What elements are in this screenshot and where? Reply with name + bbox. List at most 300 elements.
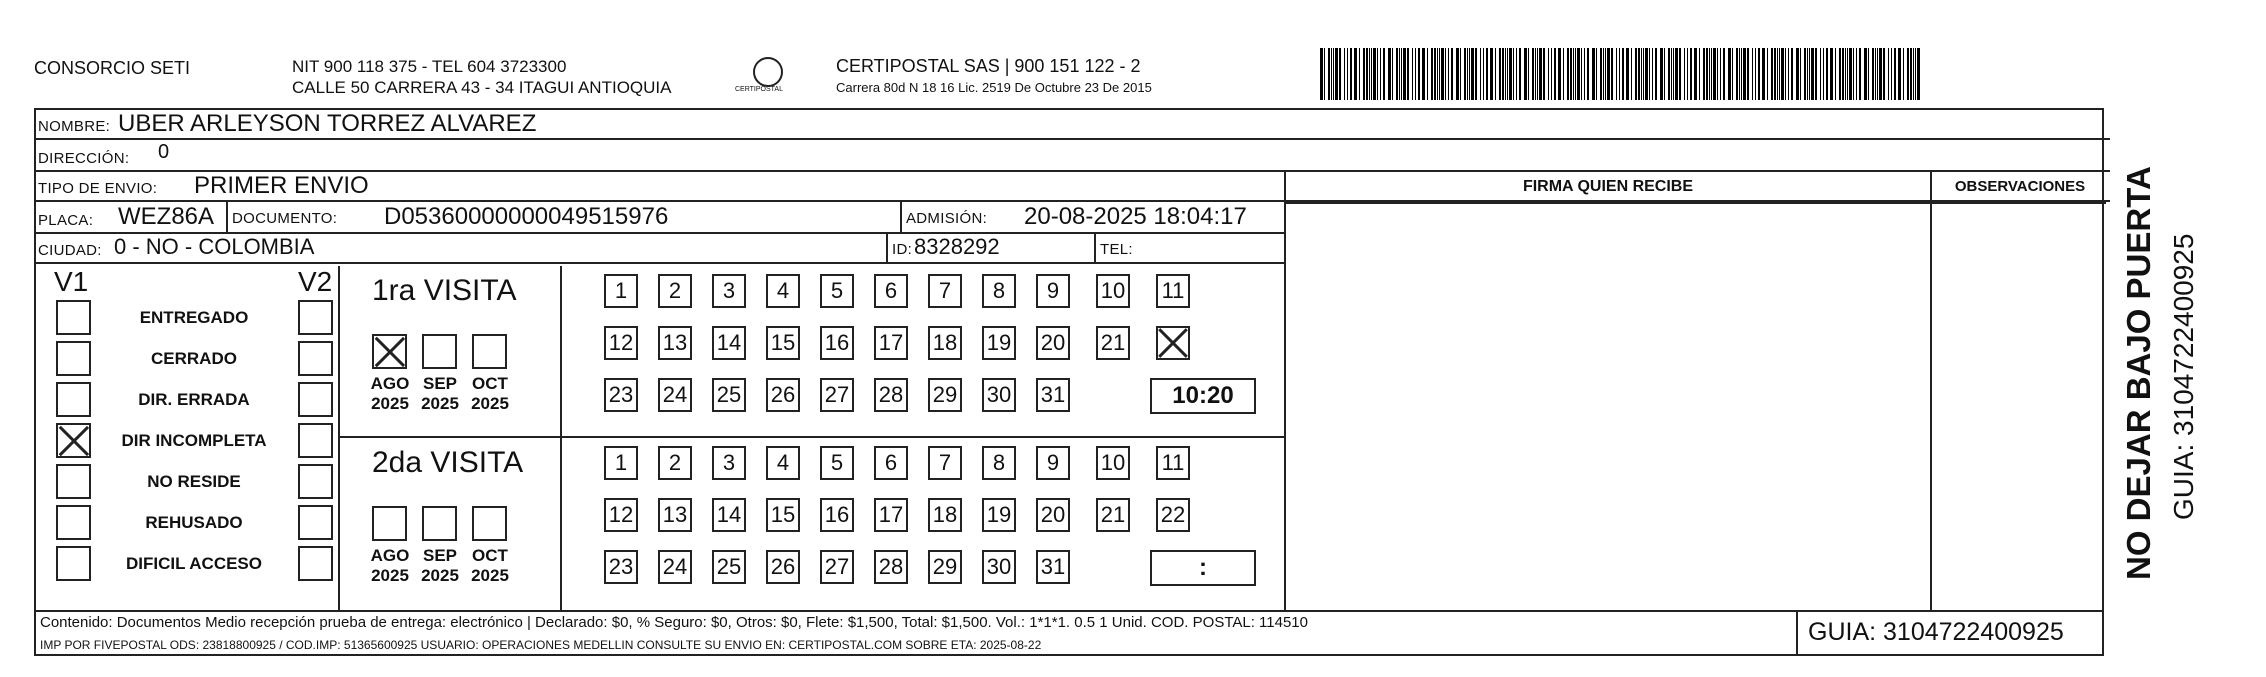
barcode-bar bbox=[1847, 48, 1848, 100]
admision-label: ADMISIÓN: bbox=[900, 202, 987, 232]
barcode-bar bbox=[1903, 48, 1904, 100]
barcode-bar bbox=[1641, 48, 1642, 100]
day-box[interactable]: 24 bbox=[658, 550, 692, 584]
tel-label: TEL: bbox=[1094, 234, 1133, 262]
v1-label: V1 bbox=[54, 266, 89, 297]
day-box[interactable]: 12 bbox=[604, 326, 638, 360]
barcode-bar bbox=[1655, 48, 1657, 100]
day-box[interactable]: 13 bbox=[658, 326, 692, 360]
barcode-bar bbox=[1800, 48, 1801, 100]
barcode-bar bbox=[1471, 48, 1474, 100]
day-box[interactable]: 6 bbox=[874, 274, 908, 308]
visit-title: 2da VISITA bbox=[372, 446, 524, 479]
barcode-bar bbox=[1877, 48, 1878, 100]
visit-title: 1ra VISITA bbox=[372, 274, 517, 307]
v1-checkbox[interactable] bbox=[56, 341, 91, 376]
divider bbox=[340, 436, 1284, 438]
divider bbox=[338, 266, 340, 612]
day-box[interactable]: 8 bbox=[982, 446, 1016, 480]
v1-checkbox[interactable] bbox=[56, 382, 91, 417]
day-box[interactable]: 3 bbox=[712, 446, 746, 480]
barcode-bar bbox=[1480, 48, 1481, 100]
barcode-bar bbox=[1502, 48, 1504, 100]
barcode-bar bbox=[1774, 48, 1776, 100]
barcode-bar bbox=[1548, 48, 1549, 100]
barcode-bar bbox=[1363, 48, 1365, 100]
barcode-bar bbox=[1709, 48, 1710, 100]
month-checkbox[interactable] bbox=[422, 506, 457, 541]
barcode-bar bbox=[1771, 48, 1773, 100]
admision-value: 20-08-2025 18:04:17 bbox=[1024, 203, 1247, 230]
month-label: AGO 2025 bbox=[370, 374, 410, 413]
barcode-bar bbox=[1611, 48, 1613, 100]
barcode-bar bbox=[1407, 48, 1409, 100]
nombre-label: NOMBRE: bbox=[38, 118, 111, 135]
barcode-bar bbox=[1883, 48, 1885, 100]
observaciones-label: OBSERVACIONES bbox=[1954, 178, 2086, 195]
certipostal-logo-icon bbox=[753, 57, 783, 87]
barcode-bar bbox=[1664, 48, 1665, 100]
barcode-bar bbox=[1603, 48, 1604, 100]
barcode-image bbox=[1320, 48, 1932, 100]
tipo-label: TIPO DE ENVIO: bbox=[38, 180, 158, 197]
barcode-bar bbox=[1600, 48, 1602, 100]
month-checkbox[interactable] bbox=[372, 506, 407, 541]
barcode-bar bbox=[1675, 48, 1678, 100]
barcode-bar bbox=[1528, 48, 1529, 100]
barcode-bar bbox=[1830, 48, 1833, 100]
day-box[interactable]: 29 bbox=[928, 378, 962, 412]
barcode-bar bbox=[1679, 48, 1681, 100]
side-guia: GUIA: 3104722400925 bbox=[2168, 233, 2199, 520]
day-box[interactable]: 9 bbox=[1036, 446, 1070, 480]
barcode-bar bbox=[1437, 48, 1438, 100]
barcode-bar bbox=[1898, 48, 1901, 100]
barcode-bar bbox=[1638, 48, 1640, 100]
barcode-bar bbox=[1736, 48, 1738, 100]
divider bbox=[1930, 172, 1932, 612]
ciudad-value: 0 - NO - COLOMBIA bbox=[114, 234, 315, 259]
barcode-bar bbox=[1577, 48, 1580, 100]
day-box[interactable]: 25 bbox=[712, 378, 746, 412]
day-box[interactable]: 25 bbox=[712, 550, 746, 584]
visit-time-field[interactable]: 10:20 bbox=[1150, 378, 1256, 414]
barcode-bar bbox=[1570, 48, 1572, 100]
tipo-value: PRIMER ENVIO bbox=[194, 172, 369, 199]
barcode-bar bbox=[1741, 48, 1742, 100]
barcode-bar bbox=[1785, 48, 1786, 100]
barcode-bar bbox=[1607, 48, 1610, 100]
nit-line: NIT 900 118 375 - TEL 604 3723300 bbox=[292, 57, 567, 76]
barcode-bar bbox=[1894, 48, 1896, 100]
status-option-label: DIR. ERRADA bbox=[138, 390, 250, 409]
license-line: Carrera 80d N 18 16 Lic. 2519 De Octubre 23 De 2015 bbox=[836, 80, 1152, 95]
logo-text: CERTIPOSTAL bbox=[735, 86, 783, 93]
day-box[interactable]: 11 bbox=[1156, 446, 1190, 480]
barcode-bar bbox=[1605, 48, 1606, 100]
barcode-bar bbox=[1845, 48, 1846, 100]
barcode-bar bbox=[1335, 48, 1338, 100]
day-box[interactable]: 5 bbox=[820, 274, 854, 308]
barcode-bar bbox=[1592, 48, 1595, 100]
divider bbox=[1284, 172, 1286, 612]
barcode-bar bbox=[1469, 48, 1470, 100]
day-box[interactable]: 29 bbox=[928, 550, 962, 584]
barcode-bar bbox=[1622, 48, 1624, 100]
v1-checkbox[interactable] bbox=[56, 300, 91, 335]
barcode-bar bbox=[1587, 48, 1589, 100]
day-box[interactable]: 21 bbox=[1096, 498, 1130, 532]
barcode-bar bbox=[1796, 48, 1799, 100]
barcode-bar bbox=[1703, 48, 1705, 100]
barcode-bar bbox=[1673, 48, 1674, 100]
barcode-bar bbox=[1354, 48, 1357, 100]
v2-checkbox[interactable] bbox=[298, 464, 333, 499]
month-label: SEP 2025 bbox=[421, 546, 459, 585]
day-box[interactable]: 17 bbox=[874, 498, 908, 532]
barcode-bar bbox=[1475, 48, 1477, 100]
month-checkbox[interactable] bbox=[422, 334, 457, 369]
barcode-bar bbox=[1467, 48, 1468, 100]
barcode-bar bbox=[1823, 48, 1824, 100]
day-box[interactable]: 22 bbox=[1156, 498, 1190, 532]
day-box[interactable]: 11 bbox=[1156, 274, 1190, 308]
barcode-bar bbox=[1431, 48, 1433, 100]
barcode-bar bbox=[1739, 48, 1740, 100]
barcode-bar bbox=[1635, 48, 1637, 100]
barcode-bar bbox=[1490, 48, 1493, 100]
day-box[interactable]: 10 bbox=[1096, 446, 1130, 480]
barcode-bar bbox=[1563, 48, 1564, 100]
barcode-bar bbox=[1516, 48, 1517, 100]
month-checkbox[interactable] bbox=[372, 334, 407, 369]
barcode-bar bbox=[1441, 48, 1444, 100]
placa-value: WEZ86A bbox=[118, 203, 215, 230]
barcode-bar bbox=[1720, 48, 1721, 100]
v2-checkbox[interactable] bbox=[298, 300, 333, 335]
barcode-bar bbox=[1573, 48, 1574, 100]
day-box[interactable]: 31 bbox=[1036, 550, 1070, 584]
barcode-bar bbox=[1856, 48, 1857, 100]
barcode-bar bbox=[1767, 48, 1768, 100]
id-value: 8328292 bbox=[914, 234, 1000, 259]
barcode-bar bbox=[1820, 48, 1821, 100]
barcode-bar bbox=[1460, 48, 1461, 100]
direccion-value: 0 bbox=[158, 141, 170, 163]
barcode-bar bbox=[1788, 48, 1789, 100]
barcode-bar bbox=[1879, 48, 1882, 100]
day-box[interactable]: 23 bbox=[604, 378, 638, 412]
barcode-bar bbox=[1445, 48, 1446, 100]
barcode-bar bbox=[1743, 48, 1746, 100]
barcode-bar bbox=[1513, 48, 1514, 100]
barcode-bar bbox=[1652, 48, 1653, 100]
divider bbox=[1796, 612, 1798, 656]
barcode-bar bbox=[1791, 48, 1793, 100]
placa-label: PLACA: bbox=[38, 212, 94, 229]
divider bbox=[34, 610, 2104, 612]
day-box[interactable]: 15 bbox=[766, 326, 800, 360]
barcode-bar bbox=[1809, 48, 1810, 100]
month-label: OCT 2025 bbox=[471, 374, 509, 413]
documento-value: D05360000000049515976 bbox=[384, 203, 669, 230]
barcode-bar bbox=[1643, 48, 1644, 100]
barcode-bar bbox=[1849, 48, 1852, 100]
v2-label: V2 bbox=[298, 266, 333, 297]
barcode-bar bbox=[1596, 48, 1597, 100]
barcode-bar bbox=[1371, 48, 1372, 100]
barcode-bar bbox=[1868, 48, 1869, 100]
barcode-bar bbox=[1815, 48, 1817, 100]
status-option-label: DIR INCOMPLETA bbox=[121, 431, 267, 450]
barcode-bar bbox=[1464, 48, 1466, 100]
barcode-bar bbox=[1369, 48, 1370, 100]
barcode-bar bbox=[1781, 48, 1784, 100]
day-box[interactable]: 2 bbox=[658, 274, 692, 308]
firma-label: FIRMA QUIEN RECIBE bbox=[1522, 178, 1694, 195]
day-box[interactable]: 1 bbox=[604, 446, 638, 480]
barcode-bar bbox=[1456, 48, 1459, 100]
day-box[interactable]: 26 bbox=[766, 550, 800, 584]
barcode-bar bbox=[1777, 48, 1778, 100]
day-box[interactable]: 30 bbox=[982, 550, 1016, 584]
company-name: CONSORCIO SETI bbox=[34, 58, 191, 78]
nombre-value: UBER ARLEYSON TORREZ ALVAREZ bbox=[118, 110, 537, 137]
month-label: AGO 2025 bbox=[370, 546, 410, 585]
v1-checkbox[interactable] bbox=[56, 423, 91, 458]
barcode-bar bbox=[1539, 48, 1542, 100]
barcode-bar bbox=[1377, 48, 1378, 100]
barcode-bar bbox=[1373, 48, 1376, 100]
barcode-bar bbox=[1690, 48, 1692, 100]
barcode-bar bbox=[1668, 48, 1670, 100]
barcode-bar bbox=[1344, 48, 1345, 100]
barcode-bar bbox=[1451, 48, 1453, 100]
barcode-bar bbox=[1755, 48, 1756, 100]
month-checkbox[interactable] bbox=[472, 334, 507, 369]
day-box[interactable]: 16 bbox=[820, 326, 854, 360]
barcode-bar bbox=[1758, 48, 1760, 100]
day-box[interactable]: 16 bbox=[820, 498, 854, 532]
documento-label: DOCUMENTO: bbox=[226, 202, 337, 232]
barcode-bar bbox=[1917, 48, 1920, 100]
barcode-bar bbox=[1537, 48, 1538, 100]
barcode-bar bbox=[1495, 48, 1496, 100]
barcode-bar bbox=[1333, 48, 1334, 100]
barcode-bar bbox=[1694, 48, 1697, 100]
day-box[interactable]: 21 bbox=[1096, 326, 1130, 360]
barcode-bar bbox=[1328, 48, 1330, 100]
barcode-bar bbox=[1320, 48, 1323, 100]
day-box[interactable]: 19 bbox=[982, 326, 1016, 360]
barcode-bar bbox=[1388, 48, 1391, 100]
day-box[interactable]: 23 bbox=[604, 550, 638, 584]
barcode-bar bbox=[1864, 48, 1867, 100]
barcode-bar bbox=[1412, 48, 1413, 100]
barcode-bar bbox=[1551, 48, 1552, 100]
barcode-bar bbox=[1543, 48, 1545, 100]
day-box[interactable]: 26 bbox=[766, 378, 800, 412]
barcode-bar bbox=[1779, 48, 1780, 100]
status-option-label: NO RESIDE bbox=[147, 472, 241, 491]
barcode-bar bbox=[1645, 48, 1648, 100]
day-box[interactable]: 7 bbox=[928, 274, 962, 308]
day-box[interactable]: 18 bbox=[928, 498, 962, 532]
day-box[interactable]: 30 bbox=[982, 378, 1016, 412]
barcode-bar bbox=[1509, 48, 1512, 100]
barcode-bar bbox=[1575, 48, 1576, 100]
day-box[interactable]: 2 bbox=[658, 446, 692, 480]
barcode-bar bbox=[1875, 48, 1876, 100]
barcode-bar bbox=[1439, 48, 1440, 100]
barcode-bar bbox=[1826, 48, 1828, 100]
barcode-bar bbox=[1804, 48, 1806, 100]
barcode-bar bbox=[1392, 48, 1393, 100]
barcode-bar bbox=[1888, 48, 1889, 100]
id-label: ID: bbox=[886, 234, 912, 262]
barcode-bar bbox=[1554, 48, 1556, 100]
day-box[interactable]: 12 bbox=[604, 498, 638, 532]
barcode-bar bbox=[1359, 48, 1360, 100]
barcode-bar bbox=[1872, 48, 1874, 100]
barcode-bar bbox=[1558, 48, 1561, 100]
nombre-row bbox=[34, 110, 2110, 140]
day-box[interactable]: 13 bbox=[658, 498, 692, 532]
barcode-bar bbox=[1713, 48, 1716, 100]
barcode-bar bbox=[1913, 48, 1914, 100]
barcode-bar bbox=[1415, 48, 1416, 100]
day-box[interactable]: 27 bbox=[820, 550, 854, 584]
barcode-bar bbox=[1422, 48, 1425, 100]
month-checkbox[interactable] bbox=[472, 506, 507, 541]
barcode-bar bbox=[1434, 48, 1436, 100]
v2-checkbox[interactable] bbox=[298, 382, 333, 417]
observaciones-area[interactable] bbox=[1934, 206, 2104, 610]
barcode-bar bbox=[1706, 48, 1708, 100]
barcode-bar bbox=[1687, 48, 1688, 100]
no-dejar-bajo-puerta: NO DEJAR BAJO PUERTA bbox=[2120, 166, 2157, 580]
barcode-bar bbox=[1532, 48, 1534, 100]
barcode-bar bbox=[1401, 48, 1402, 100]
day-box[interactable]: 6 bbox=[874, 446, 908, 480]
v2-checkbox[interactable] bbox=[298, 505, 333, 540]
barcode-bar bbox=[1331, 48, 1332, 100]
day-box[interactable]: 4 bbox=[766, 446, 800, 480]
day-box[interactable]: 3 bbox=[712, 274, 746, 308]
barcode-bar bbox=[1907, 48, 1909, 100]
v2-checkbox[interactable] bbox=[298, 546, 333, 581]
barcode-bar bbox=[1350, 48, 1352, 100]
day-box[interactable]: 27 bbox=[820, 378, 854, 412]
barcode-bar bbox=[1626, 48, 1629, 100]
day-box[interactable]: 24 bbox=[658, 378, 692, 412]
day-box[interactable]: 9 bbox=[1036, 274, 1070, 308]
day-box[interactable]: 4 bbox=[766, 274, 800, 308]
status-option-label: CERRADO bbox=[151, 349, 237, 368]
barcode-bar bbox=[1910, 48, 1912, 100]
day-box[interactable]: 5 bbox=[820, 446, 854, 480]
divider bbox=[1286, 202, 2106, 204]
barcode-bar bbox=[1567, 48, 1569, 100]
status-option-label: ENTREGADO bbox=[139, 308, 249, 327]
barcode-bar bbox=[1891, 48, 1892, 100]
barcode-bar bbox=[1396, 48, 1398, 100]
day-box[interactable]: 17 bbox=[874, 326, 908, 360]
barcode-bar bbox=[1581, 48, 1582, 100]
day-box[interactable]: 20 bbox=[1036, 326, 1070, 360]
barcode-bar bbox=[1631, 48, 1632, 100]
barcode-bar bbox=[1807, 48, 1808, 100]
direccion-row bbox=[34, 140, 2110, 172]
day-box[interactable]: 14 bbox=[712, 498, 746, 532]
barcode-bar bbox=[1483, 48, 1484, 100]
barcode-bar bbox=[1366, 48, 1368, 100]
barcode-bar bbox=[1427, 48, 1428, 100]
barcode-bar bbox=[1699, 48, 1700, 100]
v2-checkbox[interactable] bbox=[298, 423, 333, 458]
day-box[interactable]: 15 bbox=[766, 498, 800, 532]
barcode-bar bbox=[1717, 48, 1718, 100]
ciudad-row bbox=[34, 234, 1286, 264]
barcode-bar bbox=[1324, 48, 1325, 100]
barcode-bar bbox=[1507, 48, 1508, 100]
visit-time-field[interactable]: : bbox=[1150, 550, 1256, 586]
ciudad-label: CIUDAD: bbox=[38, 242, 102, 259]
barcode-bar bbox=[1535, 48, 1536, 100]
month-label: SEP 2025 bbox=[421, 374, 459, 413]
day-box[interactable]: 14 bbox=[712, 326, 746, 360]
barcode-bar bbox=[1584, 48, 1585, 100]
day-box[interactable] bbox=[1156, 326, 1190, 360]
day-box[interactable]: 28 bbox=[874, 378, 908, 412]
barcode-bar bbox=[1619, 48, 1620, 100]
day-box[interactable]: 31 bbox=[1036, 378, 1070, 412]
direccion-label: DIRECCIÓN: bbox=[38, 150, 130, 167]
barcode-bar bbox=[1762, 48, 1765, 100]
day-box[interactable]: 7 bbox=[928, 446, 962, 480]
barcode-bar bbox=[1505, 48, 1506, 100]
v2-checkbox[interactable] bbox=[298, 341, 333, 376]
footer-guia: GUIA: 3104722400925 bbox=[1808, 618, 2064, 646]
content-line: Contenido: Documentos Medio recepción prueba de entrega: electrónico | Declarado: $0, % Seguro: $0, Otros: $0, Flete: $1,500, Total: $1,500. Vol.: 1*1*1. 0.5 1 Unid. COD. POSTAL: 114510 bbox=[40, 614, 1308, 631]
day-box[interactable]: 28 bbox=[874, 550, 908, 584]
barcode-bar bbox=[1835, 48, 1836, 100]
status-option-label: DIFICIL ACCESO bbox=[125, 554, 262, 573]
day-box[interactable]: 8 bbox=[982, 274, 1016, 308]
day-box[interactable]: 19 bbox=[982, 498, 1016, 532]
v1-checkbox[interactable] bbox=[56, 505, 91, 540]
day-box[interactable]: 18 bbox=[928, 326, 962, 360]
divider bbox=[560, 266, 562, 612]
barcode-bar bbox=[1524, 48, 1527, 100]
status-option-label: REHUSADO bbox=[145, 513, 243, 532]
barcode-bar bbox=[1499, 48, 1501, 100]
day-box[interactable]: 20 bbox=[1036, 498, 1070, 532]
day-box[interactable]: 10 bbox=[1096, 274, 1130, 308]
barcode-bar bbox=[1399, 48, 1400, 100]
barcode-bar bbox=[1842, 48, 1844, 100]
day-box[interactable]: 1 bbox=[604, 274, 638, 308]
signature-area[interactable] bbox=[1288, 206, 1928, 610]
barcode-bar bbox=[1448, 48, 1449, 100]
barcode-bar bbox=[1347, 48, 1348, 100]
v1-checkbox[interactable] bbox=[56, 464, 91, 499]
barcode-bar bbox=[1403, 48, 1406, 100]
month-label: OCT 2025 bbox=[471, 546, 509, 585]
v1-checkbox[interactable] bbox=[56, 546, 91, 581]
barcode-bar bbox=[1723, 48, 1725, 100]
barcode-bar bbox=[1728, 48, 1731, 100]
